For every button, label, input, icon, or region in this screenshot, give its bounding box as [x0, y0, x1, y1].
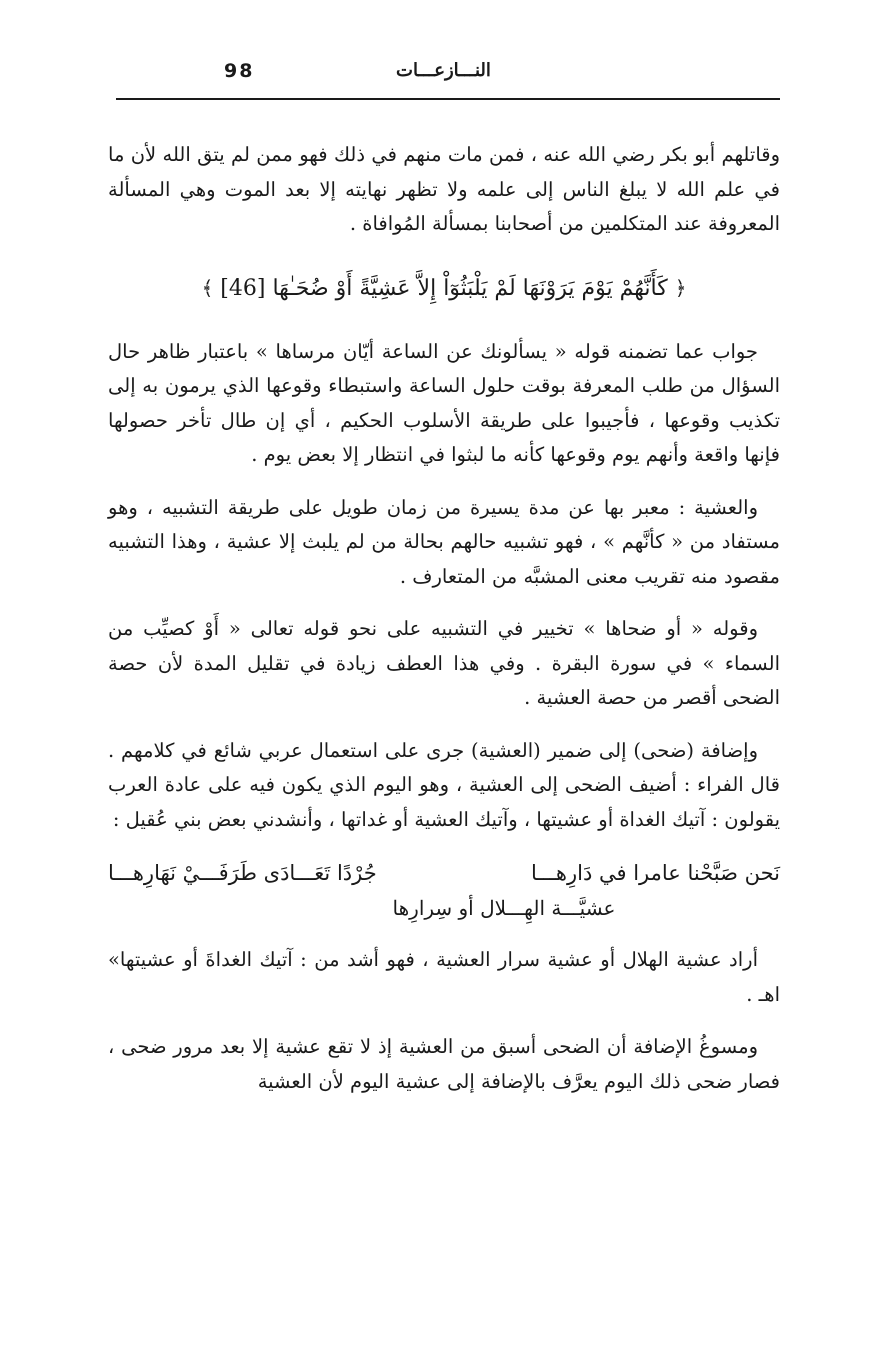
paragraph-1: وقاتلهم أبو بكر رضي الله عنه ، فمن مات منهم في ذلك فهو ممن لم يتق الله لأن ما في علم الله لا يبلغ الناس إلى علمه ولا تظهر نهايته إلا بعد الموت وهي المسألة المعروفة عند المتكلمين من أصحابنا بمسألة المُوافاة .: [108, 143, 780, 235]
paragraph-7: ومسوغُ الإضافة أن الضحى أسبق من العشية إذ لا تقع عشية إلا بعد مرور ضحى ، فصار ضحى ذلك اليوم يعرَّف بالإضافة إلى عشية اليوم لأن العشية: [108, 1035, 780, 1093]
running-title: النـــازعـــات: [396, 60, 491, 81]
paragraph-3: والعشية : معبر بها عن مدة يسيرة من زمان طويل على طريقة التشبيه ، وهو مستفاد من « كأنَّهم » ، فهو تشبيه حالهم بحالة من لم يلبث إلا عشية ، وهذا التشبيه مقصود منه تقريب معنى المشبَّه من المتعارف .: [108, 495, 780, 588]
quran-verse: [108, 266, 780, 311]
paragraph-6: أراد عشية الهلال أو عشية سرار العشية ، فهو أشد من : آتيك الغداةَ أو عشيتها» اهـ .: [108, 948, 780, 1006]
paragraph-2: جواب عما تضمنه قوله « يسألونك عن الساعة أيّان مرساها » باعتبار ظاهر حال السؤال من طلب المعرفة بوقت حلول الساعة واستبطاء وقوعها الذي يرمون به إلى تكذيب وقوعها ، فأجيبوا على طريقة الأسلوب الحكيم ، أي إن طال تأخر حصولها فإنها واقعة وأنهم يوم وقوعها كأنه ما لبثوا في انتظار إلا بعض يوم .: [108, 339, 780, 466]
verse-close-bracket: ﴾: [201, 275, 214, 300]
page-body: [108, 138, 780, 1117]
paragraph-4: وقوله « أو ضحاها » تخيير في التشبيه على نحو قوله تعالى « أَوْ كصيِّب من السماء » في سورة البقرة . وفي هذا العطف زيادة في تقليل المدة لأن حصة الضحى أقصر من حصة العشية .: [108, 617, 780, 709]
poem-hemistich-2: جُرْدًا تَعَـــادَى طَرَفَـــيْ نَهَارِهـــا: [108, 861, 377, 885]
poem-line-2: عشيَّـــة الهِـــلال أو سِرارِها: [392, 896, 616, 920]
paragraph-5: وإضافة (ضحى) إلى ضمير (العشية) جرى على استعمال عربي شائع في كلامهم . قال الفراء : أضيف الضحى إلى العشية ، وهو اليوم الذي يكون فيه على عادة العرب يقولون : آتيك الغداة أو عشيتها ، وآتيك العشية أو غداتها ، وأنشدني بعض بني عُقيل :: [108, 738, 780, 831]
poem: [108, 855, 780, 925]
page-number: 98: [224, 60, 255, 82]
verse-text: كَأَنَّهُمْ يَوْمَ يَرَوْنَهَا لَمْ يَلْبَثُوٓاْ إِلاَّ عَشِيَّةً أَوْ ضُحَـٰهَا: [272, 275, 668, 301]
verse-number: [46]: [220, 275, 266, 301]
verse-open-bracket: ﴿: [674, 275, 687, 300]
page-header: [116, 58, 780, 100]
poem-hemistich-1: نَحن صَبَّحْنا عامرا في دَارِهـــا: [531, 861, 780, 885]
poem-line-1: [108, 855, 780, 891]
